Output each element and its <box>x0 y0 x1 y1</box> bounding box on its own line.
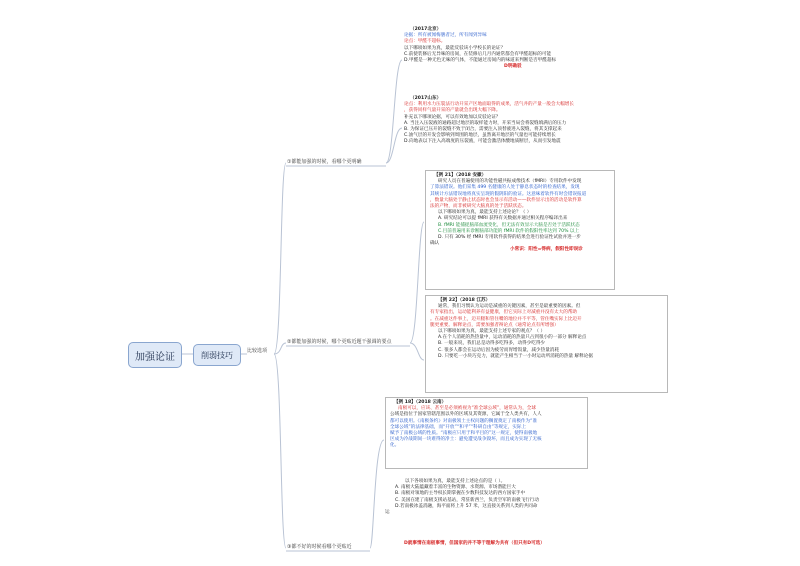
card-e-line: 都可以使用。《南极条约》对南极领土主权问题的搁置奠定了南极作为“准 <box>390 418 538 424</box>
card-a-head: （2017北京） <box>410 27 442 32</box>
branch-1-label[interactable]: ①都能加强的时候，看哪个更明确 <box>287 159 362 165</box>
card-e-line: 运 <box>385 510 390 516</box>
card-c-line: 确认 <box>430 241 440 247</box>
root-label: 加强论证 <box>135 351 175 363</box>
card-e <box>385 397 588 469</box>
card-d-line: 腿更重要。解释论点，需要加强者辩论点（通常论点有所增强） <box>430 322 559 328</box>
card-a <box>404 27 556 70</box>
card-e-options <box>385 479 539 516</box>
card-e-line: 区成为冷战期间一块难得的净土：避免遭受战争毁坏，而且成为实现了无核 <box>390 437 542 443</box>
card-c-line: 法的产物，而非被研究大脑真的处于活跃状态。 <box>430 204 527 210</box>
card-b-head: （2017山东） <box>410 96 442 101</box>
card-a-line: 以下哪项如果为真，最能反驳该小学校长的论证？ <box>404 45 506 51</box>
card-b-line: B. 为保证已压开的裂缝不致于闭合，需要注入顶替液进入裂缝，将其支撑起来 <box>404 127 562 133</box>
card-d-line: A.在个人消耗的热热量中，运动消耗的热量只占到很小的一部分 解释论点 <box>438 335 587 341</box>
card-e-line: 以下各项如果为真，最能支持上述论点的是（ ）。 <box>405 479 506 484</box>
card-c-line: B. fMRI 能捕捉脑部血流变化，但无法有效显示大脑是否处于活跃状态 <box>438 222 580 228</box>
card-e-line: B. 南极对领地的主导权长期掌握在少数科技发达的西方国家手中 <box>395 491 526 497</box>
card-c-line: 以下哪项如果为真，最能支持上述论论？（ ） <box>438 210 532 216</box>
card-a-line: D.甲醛是一种无色无味的气体，不能通过房间内的味道来判断是否甲醛超标 <box>404 58 557 64</box>
card-a-line: 论据：所有被闻梅膳者过，所有闻到异味 <box>404 33 487 39</box>
card-e-note: D就事情在南极事情，但国家的并不等于理解为共有（但只有D可选） <box>404 541 545 546</box>
card-a-line: 论点：甲醛不超标。 <box>404 39 446 45</box>
card-d-line: 通常，我们习惯认为运动是减重的关键因素，甚至是最重要的因素。但 <box>438 304 581 310</box>
card-b-line: D.向地表以下注入高端度的压裂液，可能会激活体酸地质断层，从而引发地震 <box>404 139 561 145</box>
card-e-line: A. 南极大陆蕴藏着丰富的生物资源、水资源、市场潜能巨大 <box>395 485 516 491</box>
card-d-head: 【例 22】（2018 江苏） <box>438 298 491 303</box>
card-d <box>425 295 668 393</box>
card-e-line: C. 美国在建了南极支援站基站，常驻新西兰，负责空军的南极飞行行动 <box>395 497 539 503</box>
card-e-line: 南极可以，应该、甚至是必须被视为“准全球公域”，通常认为，全球 <box>398 406 536 412</box>
card-c-line: D. 只有 30% 经 fMRI 专用软件获得的结果会进行验证性试验并进一步 <box>438 235 581 241</box>
card-c-line: 其统计方法错误地将真实呈现的假阴阳的验证。这意味着软件有时会错误报道 <box>430 191 587 197</box>
card-e-head: 【例 18】（2018 云南） <box>394 400 447 405</box>
branch-3-label[interactable]: ③都不好的时候看哪个更贴近 <box>287 544 352 550</box>
card-c-note: 小常识：阳性=得病，假阳性即误诊 <box>510 247 583 253</box>
card-d-line: B. 一般来说，我们总是动得多吃得多，动得少吃得少 <box>438 341 546 347</box>
card-c <box>425 170 615 290</box>
card-c-line: 了算法错误。他们采集 499 名健康的人处于静息状态时的检查结果，发现 <box>430 185 580 191</box>
card-d-line: 以下哪项如果为真，最能支持上述专家的观点？（ ） <box>438 329 546 335</box>
card-b-line: 论点：利用水力压裂法行动开采产区地面取得的成果，活气井的产量一般会大幅增长 <box>404 102 574 108</box>
card-b-line: C.油气层的开发会影响到周围的地层，虽然离开地层的气量也可能持续增长 <box>404 133 556 139</box>
card-a-note: D明确驳 <box>504 64 522 70</box>
card-e-line: 赋予了南极公域的性质。“南极应只用于和平目的”这一规定，使得南极地 <box>390 431 538 437</box>
card-d-line: 。在减重这件事上，迈开腿和管住嘴的地位并不平等，管住嘴实际上比迈开 <box>430 316 582 322</box>
card-e-line: 全球公域”的法律基础，而“开放”“和平”“科研自由”等规定，实际上 <box>390 424 527 430</box>
card-d-line: 有专家指出，运动能利养有益健康，但它实际上对减重并没有太大的帮助 <box>430 310 578 316</box>
card-e-line: D.若南极冰盖消融，海平面将上升 57 米，这直接关系到人类的共同命 <box>395 503 538 509</box>
card-c-line: ，数量大脑处于静止状态时也会显示有活动——软件显示出的活动是软件算 <box>430 197 582 203</box>
root-node[interactable] <box>128 342 182 368</box>
sub-node[interactable] <box>193 344 241 366</box>
card-b-line: 补充以下哪项论据，可以有效地加以反驳论证？ <box>404 114 501 120</box>
card-c-line: A. 研究结论可以提 fMRI 获得有关数据并通过相关程序编译出来 <box>438 216 568 222</box>
card-c-line: C.目前普遍用来诊断脑部功能的 fMRI 软件的假阳性率达到 70% 以上 <box>438 228 580 234</box>
card-b-line: A. 当注入压裂液的通路超过地层的取样能力时，开采当局会将裂缝填满后的压力 <box>404 120 567 126</box>
card-c-line: 研究人员在普遍使用的功能性磁共振成像技术（fMRI）专用软件中发现 <box>438 179 582 185</box>
branch-2-label[interactable]: ②都能加强的时候，哪个更贴近题干强调的要点 <box>287 339 392 345</box>
card-e-line: 公域是指位于国家管辖范围以外的区域及其资源，它属于全人类共有，人人 <box>390 412 542 418</box>
sub-label: 削弱技巧 <box>201 350 233 360</box>
comparison-label[interactable]: 比较选项 <box>247 348 268 354</box>
card-a-line: C.前使装修后无异味的房间，在装修后几月内通常都会有甲醛超标的可能 <box>404 51 552 57</box>
card-c-head: 【例 21】（2018 安徽） <box>434 173 487 178</box>
card-d-line: C. 很多人都会在运动后因为疲劳而胃增饭量，减少热量消耗 <box>438 347 559 353</box>
card-e-line: 化。 <box>390 443 400 449</box>
card-b-line: ，获得同样气量开采的产量就会出现大幅下降。 <box>404 108 501 114</box>
card-d-line: D. 只要吃一小块巧克力，就能产生相当于一小时运动所消耗的热量 解释论据 <box>438 353 593 359</box>
card-b <box>404 96 574 146</box>
